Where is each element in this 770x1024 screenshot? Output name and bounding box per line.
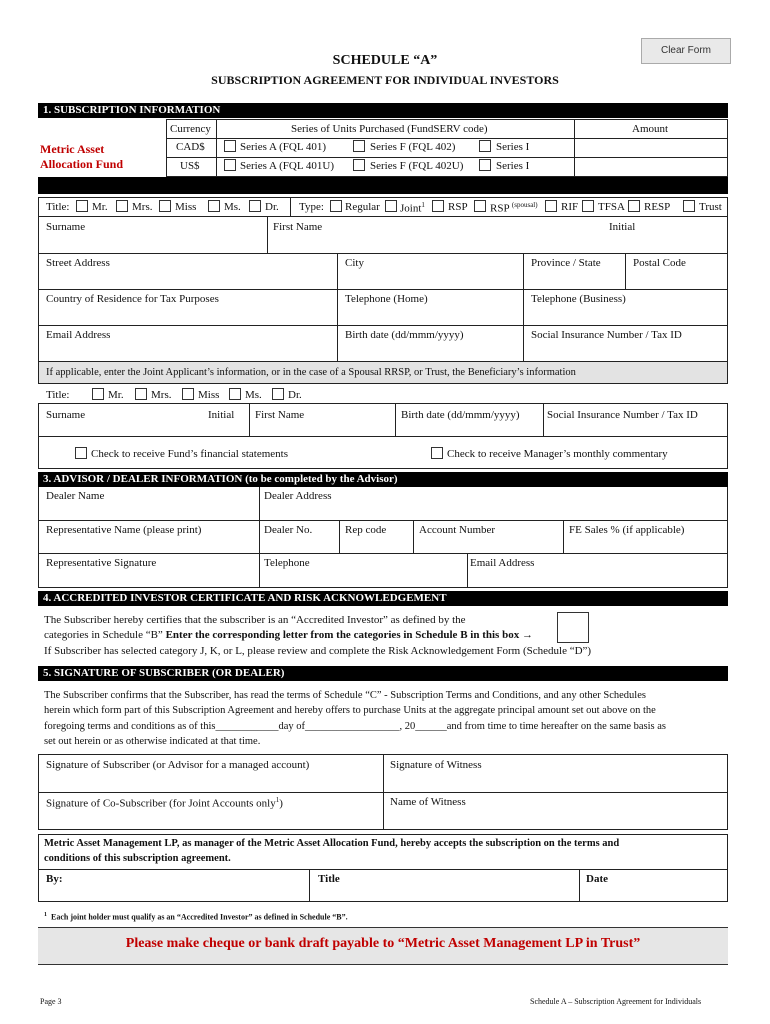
series-i-us-checkbox[interactable] — [479, 159, 491, 171]
joint-title-mr-checkbox[interactable] — [92, 388, 104, 400]
signature-subscriber-field[interactable]: Signature of Subscriber (or Advisor for a managed account) — [46, 759, 310, 771]
advisor-email-field[interactable]: Email Address — [470, 557, 535, 569]
fund-name-line2: Allocation Fund — [40, 157, 124, 171]
type-joint-label — [400, 201, 425, 215]
type-joint-text: Joint — [400, 202, 422, 215]
telephone-business-field[interactable]: Telephone (Business) — [531, 293, 626, 305]
amount-us-input[interactable] — [575, 158, 727, 176]
statements-checkbox[interactable] — [75, 447, 87, 459]
country-tax-field[interactable]: Country of Residence for Tax Purposes — [46, 293, 219, 305]
telephone-home-field[interactable]: Telephone (Home) — [345, 293, 428, 305]
terms-p4: set out herein or as otherwise indicated at that time. — [44, 736, 261, 747]
name-witness-field[interactable]: Name of Witness — [390, 796, 466, 808]
advisor-grid — [38, 487, 728, 588]
joint-title-mrs-checkbox[interactable] — [135, 388, 147, 400]
joint-title-miss-checkbox[interactable] — [182, 388, 194, 400]
series-i-cad-label: Series I — [496, 141, 530, 153]
category-letter-input[interactable] — [557, 612, 589, 643]
fund-name-line1: Metric Asset — [40, 142, 105, 156]
type-label: Type: — [299, 201, 324, 213]
dealer-address-field[interactable]: Dealer Address — [264, 490, 332, 502]
account-number-field[interactable]: Account Number — [419, 524, 496, 536]
signature-cosubscriber-field[interactable]: Signature of Co-Subscriber (for Joint Accounts only$^1$) — [46, 796, 283, 810]
joint-initial-field[interactable]: Initial — [208, 409, 235, 421]
dealer-no-field[interactable]: Dealer No. — [264, 524, 313, 536]
joint-title-ms-label: Ms. — [245, 389, 262, 401]
province-field[interactable]: Province / State — [531, 257, 601, 269]
joint-surname-field[interactable]: Surname — [46, 409, 86, 421]
currency-us: US$ — [180, 160, 200, 172]
title-mr-label: Mr. — [92, 201, 108, 213]
accredited-line2-b: Enter the corresponding letter from the categories in Schedule B in this box → — [165, 629, 533, 641]
rep-code-field[interactable]: Rep code — [345, 524, 387, 536]
by-field[interactable]: By: — [46, 873, 63, 885]
accredited-line3: If Subscriber has selected category J, K, or L, please review and complete the Risk Acknowledgement Form (Schedule “D”) — [44, 645, 592, 657]
title-ms-checkbox[interactable] — [208, 200, 220, 212]
joint-title-mr-label: Mr. — [108, 389, 124, 401]
title-miss-checkbox[interactable] — [159, 200, 171, 212]
type-rsp-checkbox[interactable] — [432, 200, 444, 212]
acceptance-line1: Metric Asset Management LP, as manager of the Metric Asset Allocation Fund, hereby accepts the subscription on the terms and — [44, 838, 620, 849]
series-i-cad-checkbox[interactable] — [479, 140, 491, 152]
joint-title-label: Title: — [46, 389, 70, 401]
accredited-line2 — [44, 629, 533, 641]
joint-title-mrs-label: Mrs. — [151, 389, 172, 401]
type-rsp-spousal-label — [490, 201, 538, 215]
payment-banner-text: Please make cheque or bank draft payable to “Metric Asset Management LP in Trust” — [125, 936, 641, 951]
page-title: SCHEDULE “A” — [332, 53, 438, 68]
series-f-402-label: Series F (FQL 402) — [370, 141, 456, 153]
col-currency: Currency — [170, 123, 211, 135]
series-a-401u-checkbox[interactable] — [224, 159, 236, 171]
footnote-sup: 1 — [44, 912, 47, 918]
joint-title-dr-label: Dr. — [288, 389, 302, 401]
series-i-us-label: Series I — [496, 160, 530, 172]
spousal-sup: (spousal) — [511, 201, 538, 209]
type-tfsa-label: TFSA — [598, 201, 625, 213]
section1-header: 1. SUBSCRIPTION INFORMATION — [38, 103, 728, 118]
surname-field[interactable]: Surname — [46, 221, 86, 233]
type-trust-checkbox[interactable] — [683, 200, 695, 212]
series-f-402u-checkbox[interactable] — [353, 159, 365, 171]
city-field[interactable]: City — [345, 257, 364, 269]
acceptance-title-field[interactable]: Title — [318, 873, 340, 885]
title-ms-label: Ms. — [224, 201, 241, 213]
type-tfsa-checkbox[interactable] — [582, 200, 594, 212]
type-rif-label: RIF — [561, 201, 579, 213]
dealer-name-field[interactable]: Dealer Name — [46, 490, 105, 502]
title-dr-checkbox[interactable] — [249, 200, 261, 212]
joint-first-name-field[interactable]: First Name — [255, 409, 305, 421]
first-name-field[interactable]: First Name — [273, 221, 323, 233]
joint-birth-date-field[interactable]: Birth date (dd/mmm/yyyy) — [401, 409, 520, 421]
joint-sin-field[interactable]: Social Insurance Number / Tax ID — [547, 409, 698, 421]
rep-signature-field[interactable]: Representative Signature — [46, 557, 157, 569]
commentary-label: Check to receive Manager’s monthly commentary — [447, 448, 668, 460]
title-dr-label: Dr. — [265, 201, 279, 213]
series-a-401-checkbox[interactable] — [224, 140, 236, 152]
postal-code-field[interactable]: Postal Code — [633, 257, 686, 269]
title-label: Title: — [46, 201, 70, 213]
commentary-checkbox[interactable] — [431, 447, 443, 459]
birth-date-field[interactable]: Birth date (dd/mmm/yyyy) — [345, 329, 464, 341]
type-trust-label: Trust — [699, 201, 722, 213]
page-subtitle: SUBSCRIPTION AGREEMENT FOR INDIVIDUAL INVESTORS — [211, 73, 559, 87]
type-rsp-label: RSP — [448, 201, 468, 213]
acceptance-date-field[interactable]: Date — [586, 873, 608, 885]
footnote-text: Each joint holder must qualify as an “Accredited Investor” as defined in Schedule “B”. — [51, 912, 348, 922]
series-f-402-checkbox[interactable] — [353, 140, 365, 152]
type-joint-sup: 1 — [421, 201, 425, 209]
type-resp-label: RESP — [644, 201, 671, 213]
email-field[interactable]: Email Address — [46, 329, 111, 341]
signature-cosubscriber-text: Signature of Co-Subscriber (for Joint Accounts only — [46, 797, 276, 810]
footnote — [44, 912, 348, 922]
title-miss-label: Miss — [175, 201, 197, 213]
type-rsp-spousal-checkbox[interactable] — [474, 200, 486, 212]
title-mr-checkbox[interactable] — [76, 200, 88, 212]
section2-header-bar — [38, 177, 728, 194]
series-a-401-label: Series A (FQL 401) — [240, 141, 327, 153]
accredited-line1: The Subscriber hereby certifies that the subscriber is an “Accredited Investor” as defined by the — [44, 614, 466, 626]
type-regular-label: Regular — [345, 201, 380, 213]
initial-field[interactable]: Initial — [609, 221, 636, 233]
statements-label: Check to receive Fund’s financial statements — [91, 448, 289, 460]
amount-cad-input[interactable] — [575, 139, 727, 157]
advisor-telephone-field[interactable]: Telephone — [264, 557, 310, 569]
type-regular-checkbox[interactable] — [330, 200, 342, 212]
street-address-field[interactable]: Street Address — [46, 257, 110, 269]
accredited-line2-a: categories in Schedule “B” — [44, 629, 166, 641]
title-mrs-label: Mrs. — [132, 201, 153, 213]
terms-p2: herein which form part of this Subscription Agreement and hereby offers to purchase Units at the aggregate principal amount set out above on the — [44, 705, 656, 716]
joint-title-miss-label: Miss — [198, 389, 220, 401]
joint-intro-text: If applicable, enter the Joint Applicant’s information, or in the case of a Spousal RRSP, or Trust, the Beneficiary’s information — [46, 367, 576, 378]
col-series: Series of Units Purchased (FundSERV code) — [291, 123, 488, 135]
section3-header: 3. ADVISOR / DEALER INFORMATION (to be completed by the Advisor) — [38, 472, 728, 487]
type-rif-checkbox[interactable] — [545, 200, 557, 212]
joint-title-dr-checkbox[interactable] — [272, 388, 284, 400]
clear-form-button[interactable]: Clear Form — [641, 38, 731, 64]
type-rsp-spousal-text: RSP — [490, 202, 510, 215]
joint-title-ms-checkbox[interactable] — [229, 388, 241, 400]
type-resp-checkbox[interactable] — [628, 200, 640, 212]
type-joint-checkbox[interactable] — [385, 200, 397, 212]
section4-header: 4. ACCREDITED INVESTOR CERTIFICATE AND RISK ACKNOWLEDGEMENT — [38, 591, 728, 606]
terms-p3: foregoing terms and conditions as of this____________day of__________________, 20______and from time to time hereafter on the same basis as — [44, 721, 667, 732]
fe-sales-field[interactable]: FE Sales % (if applicable) — [569, 524, 685, 536]
series-f-402u-label: Series F (FQL 402U) — [370, 160, 464, 172]
col-amount: Amount — [632, 123, 669, 135]
page-number: Page 3 — [40, 997, 62, 1006]
signature-witness-field[interactable]: Signature of Witness — [390, 759, 482, 771]
terms-p1: The Subscriber confirms that the Subscriber, has read the terms of Schedule “C” - Subscription Terms and Conditions, and any other Schedules — [44, 690, 646, 701]
acceptance-line2: conditions of this subscription agreement. — [44, 853, 231, 864]
sin-field[interactable]: Social Insurance Number / Tax ID — [531, 329, 682, 341]
currency-cad: CAD$ — [176, 141, 205, 153]
footer-schedule-label: Schedule A – Subscription Agreement for Individuals — [530, 997, 702, 1006]
cosub-sup: 1 — [275, 796, 280, 804]
section5-header: 5. SIGNATURE OF SUBSCRIBER (OR DEALER) — [38, 666, 728, 681]
rep-name-field[interactable]: Representative Name (please print) — [46, 524, 202, 536]
title-mrs-checkbox[interactable] — [116, 200, 128, 212]
series-a-401u-label: Series A (FQL 401U) — [240, 160, 335, 172]
